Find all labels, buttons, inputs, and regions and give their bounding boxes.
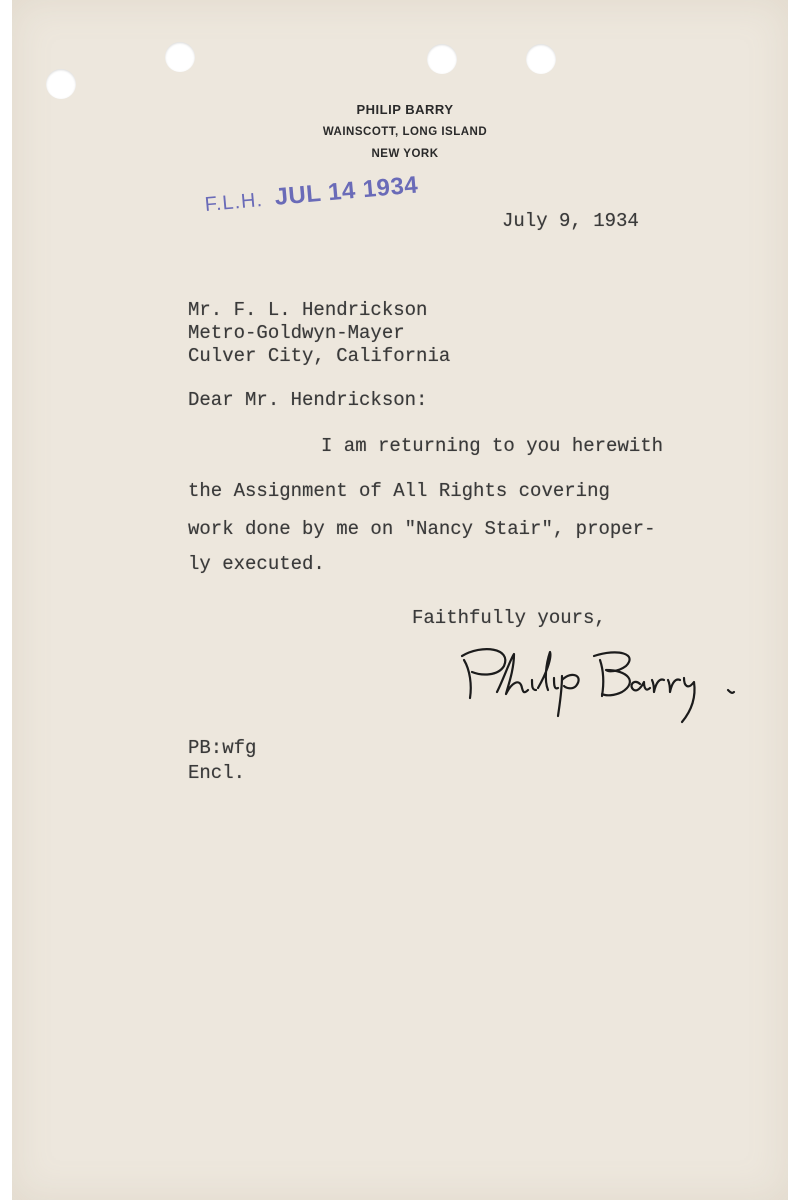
body-line: the Assignment of All Rights covering	[188, 480, 610, 502]
received-stamp	[204, 171, 420, 218]
recipient-line: Metro-Goldwyn-Mayer	[188, 322, 405, 344]
letterhead-name: PHILIP BARRY	[356, 102, 454, 117]
body-line: I am returning to you herewith	[321, 435, 664, 457]
punch-hole	[46, 69, 76, 99]
salutation: Dear Mr. Hendrickson:	[188, 389, 428, 411]
punch-hole	[526, 44, 556, 74]
letter-page	[12, 0, 788, 1200]
reference-initials: PB:wfg	[188, 737, 257, 759]
stamp-date: JUL 14 1934	[273, 171, 420, 211]
recipient-line: Mr. F. L. Hendrickson	[188, 299, 428, 321]
punch-hole	[165, 42, 195, 72]
body-line: ly executed.	[188, 553, 325, 575]
recipient-line: Culver City, California	[188, 345, 451, 367]
stamp-initials: F.L.H.	[203, 189, 264, 217]
letter-date: July 9, 1934	[502, 210, 639, 232]
handwritten-signature	[442, 630, 742, 730]
letterhead-address: WAINSCOTT, LONG ISLAND	[322, 126, 488, 138]
body-line: work done by me on "Nancy Stair", proper-	[188, 518, 656, 540]
closing: Faithfully yours,	[412, 607, 606, 629]
punch-hole	[427, 44, 457, 74]
enclosure-note: Encl.	[188, 762, 246, 784]
letterhead-city: NEW YORK	[371, 148, 439, 160]
